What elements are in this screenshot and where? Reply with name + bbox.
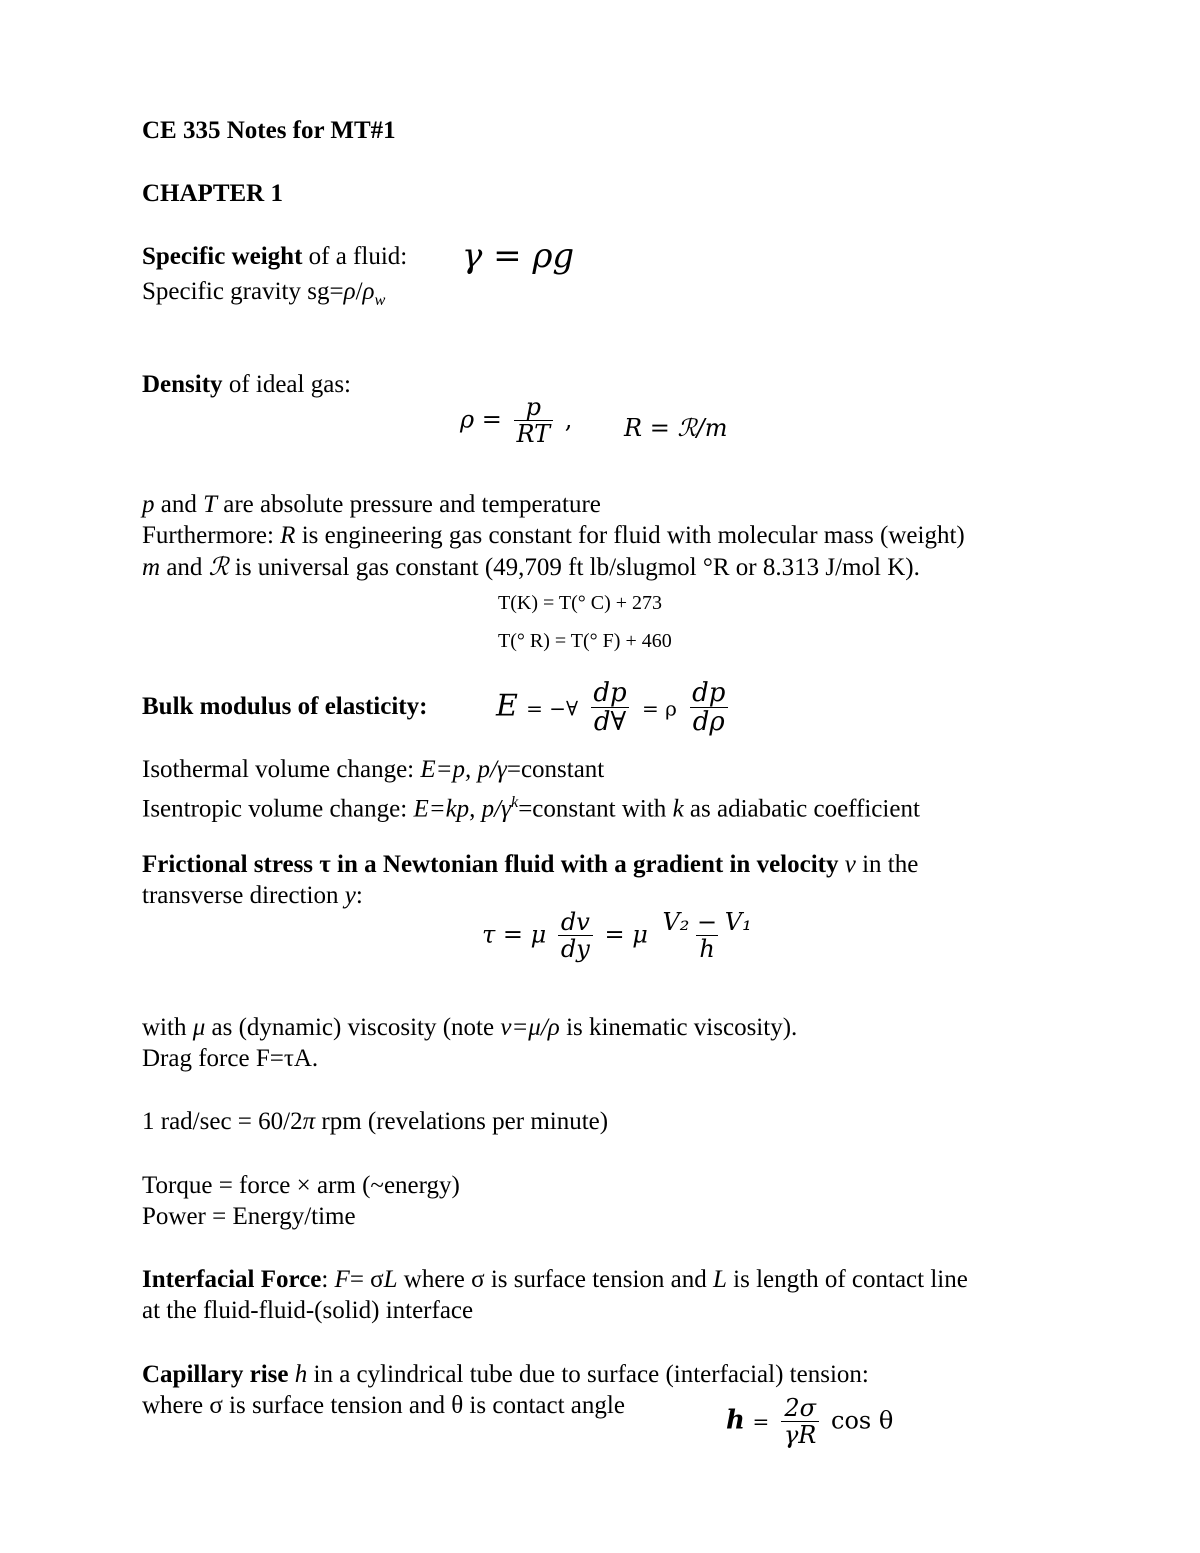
interfacial-label: Interfacial Force — [142, 1266, 322, 1293]
fraction-numerator: dp — [593, 678, 627, 708]
subscript-w: w — [374, 291, 386, 309]
interfacial-line2: at the fluid-fluid-(solid) interface — [142, 1297, 474, 1324]
gas-notes-text: is engineering gas constant for fluid with molecular mass (weight) — [295, 522, 965, 549]
capillary-label: Capillary rise — [142, 1361, 295, 1388]
gamma-symbol: γ — [462, 236, 483, 276]
fraction-denominator: dy — [558, 935, 593, 962]
density-text: of ideal gas: — [222, 371, 351, 398]
R-universal-over-m: ℛ/m — [677, 414, 728, 442]
isothermal-equation: E=p, p/γ — [420, 756, 507, 783]
adiabatic-text: as adiabatic coefficient — [683, 795, 920, 823]
constant-text: =constant — [506, 756, 605, 783]
velocity-difference-fraction — [659, 910, 754, 962]
density-label: Density — [142, 371, 223, 398]
rho-g: ρg — [532, 236, 575, 276]
rho-symbol: ρ — [343, 278, 356, 305]
fraction-denominator: d∀ — [591, 707, 629, 736]
E-symbol: E — [496, 688, 518, 724]
L-symbol: L — [383, 1266, 398, 1293]
bulk-fraction-2 — [689, 680, 728, 737]
comma: , — [564, 405, 573, 434]
T-symbol: T — [203, 491, 218, 518]
power-line: Power = Energy/time — [142, 1203, 356, 1230]
fraction-denominator: γR — [781, 1421, 819, 1448]
equals-mu: = μ — [604, 920, 648, 949]
F-symbol: F — [334, 1266, 350, 1293]
capillary-line1 — [142, 1360, 869, 1390]
colon: : — [355, 882, 363, 909]
equals-rho: = ρ — [641, 696, 677, 721]
R-symbol: R — [624, 414, 643, 442]
density-line — [142, 370, 351, 400]
cos-theta: cos θ — [831, 1406, 894, 1435]
isentropic-text: Isentropic volume change: — [142, 795, 414, 823]
gas-notes-line2 — [142, 521, 965, 551]
equals-sigma: = σ — [349, 1266, 384, 1293]
h-symbol: h — [294, 1361, 308, 1388]
capillary-equation — [726, 1396, 893, 1448]
capillary-text: in a cylindrical tube due to surface (interfacial) tension: — [307, 1361, 869, 1388]
gas-notes-text: are absolute pressure and temperature — [217, 491, 601, 518]
frictional-label: Frictional stress τ in a Newtonian fluid with a gradient in velocity — [142, 851, 845, 878]
p-symbol: p — [142, 491, 155, 518]
superscript-k: k — [510, 793, 519, 811]
fraction-numerator: 2σ — [784, 1394, 816, 1422]
fraction-denominator: dρ — [690, 707, 728, 736]
y-symbol: y — [344, 882, 356, 909]
isothermal-text: Isothermal volume change: — [142, 756, 421, 783]
viscosity-line — [142, 1013, 797, 1043]
capillary-line2: where σ is surface tension and θ is contact angle — [142, 1392, 625, 1419]
rho-symbol: ρ — [460, 405, 475, 434]
capillary-fraction — [781, 1396, 819, 1448]
specific-weight-line — [142, 242, 407, 272]
gas-notes-line1 — [142, 490, 601, 520]
frictional-line1 — [142, 850, 918, 880]
and-text: and — [160, 554, 209, 581]
kelvin-conversion: T(K) = T(° C) + 273 — [498, 592, 663, 614]
constant-text: =constant with — [518, 795, 673, 823]
k-symbol: k — [672, 795, 684, 823]
isentropic-line — [142, 787, 920, 824]
equals-minus-volume: = −∀ — [526, 696, 579, 721]
specific-gravity-text: Specific gravity sg= — [142, 278, 344, 305]
chapter-heading: CHAPTER 1 — [142, 180, 283, 207]
velocity-gradient-fraction — [558, 910, 593, 962]
isothermal-line — [142, 755, 604, 785]
fraction-numerator: dv — [560, 908, 590, 936]
frictional-line2 — [142, 881, 363, 911]
specific-gravity-line — [142, 277, 385, 315]
contact-line-text: is length of contact line — [726, 1266, 968, 1293]
specific-weight-label: Specific weight — [142, 243, 303, 270]
interfacial-text: where σ is surface tension and — [397, 1266, 714, 1293]
drag-force-line: Drag force F=τA. — [142, 1045, 319, 1072]
fraction-numerator: dp — [692, 678, 726, 708]
bulk-modulus-equation — [496, 680, 732, 737]
transverse-text: transverse direction — [142, 882, 345, 909]
furthermore-text: Furthermore: — [142, 522, 281, 549]
mu-symbol: μ — [192, 1014, 206, 1041]
fraction-numerator: V₂ − V₁ — [662, 908, 752, 936]
v-symbol: v — [844, 851, 856, 878]
kinematic-text: is kinematic viscosity). — [559, 1014, 798, 1041]
fraction-denominator: h — [696, 935, 717, 962]
h-symbol: h — [726, 1405, 745, 1436]
rad-conversion-line — [142, 1107, 608, 1137]
interfacial-line1 — [142, 1265, 968, 1295]
density-equation: ρ = $\frac{p}{RT}$ , — [460, 393, 573, 449]
L-symbol: L — [713, 1266, 727, 1293]
and-text: and — [154, 491, 204, 518]
density-fraction — [514, 395, 554, 447]
bulk-modulus-label: Bulk modulus of elasticity: — [142, 693, 428, 720]
fraction-numerator: p — [525, 393, 542, 421]
gas-notes-text: is universal gas constant (49,709 ft lb/slugmol °R or 8.313 J/mol K). — [228, 554, 920, 581]
R-universal-symbol: ℛ — [208, 554, 229, 581]
page-title: CE 335 Notes for MT#1 — [142, 117, 396, 144]
rpm-text: rpm (revelations per minute) — [315, 1108, 609, 1135]
rho-w-symbol: ρ — [362, 278, 375, 305]
colon: : — [321, 1266, 335, 1293]
with-text: with — [142, 1014, 193, 1041]
gas-notes-line3 — [142, 553, 920, 583]
m-symbol: m — [142, 554, 161, 581]
torque-line: Torque = force × arm (~energy) — [142, 1172, 460, 1199]
frictional-equation — [482, 910, 759, 962]
tau-equals-mu: τ = μ — [482, 920, 547, 949]
equals-sign: = — [752, 1409, 770, 1434]
isentropic-equation: E=kp, p/γ — [413, 795, 511, 823]
gas-constant-equation: R = ℛ/m — [624, 414, 728, 442]
specific-weight-text: of a fluid: — [302, 243, 408, 270]
viscosity-text: as (dynamic) viscosity (note — [205, 1014, 501, 1041]
bulk-fraction-1 — [590, 680, 629, 737]
R-symbol: R — [280, 522, 296, 549]
fraction-denominator: RT — [514, 420, 554, 447]
in-the-text: in the — [855, 851, 919, 878]
kinematic-viscosity-equation: ν=μ/ρ — [500, 1014, 560, 1041]
specific-weight-equation: γ = ρg — [462, 236, 575, 276]
rad-text: 1 rad/sec = 60/2 — [142, 1108, 303, 1135]
slash: / — [355, 278, 363, 305]
pi-symbol: π — [302, 1108, 316, 1135]
rankine-conversion: T(° R) = T(° F) + 460 — [498, 630, 672, 652]
